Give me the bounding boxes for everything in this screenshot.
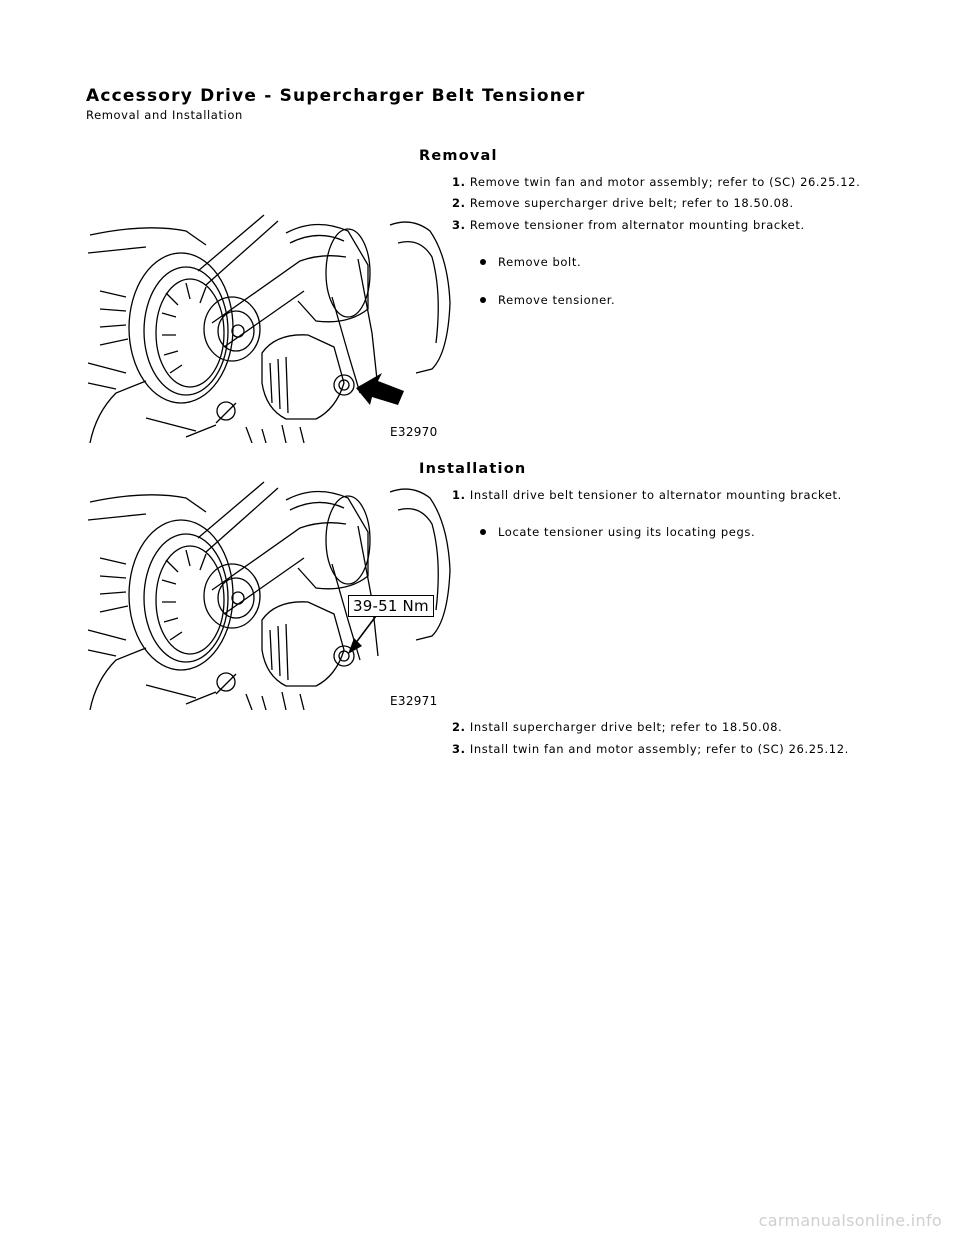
installation-step-1 [452, 488, 842, 502]
bullet-text: Locate tensioner using its locating pegs. [498, 525, 756, 539]
step-text: Install drive belt tensioner to alternator mounting bracket. [469, 488, 842, 502]
removal-figure [86, 213, 452, 443]
bullet-icon [480, 529, 486, 535]
step-number: 2. [452, 196, 466, 210]
installation-step-2 [452, 720, 782, 734]
step-text: Remove supercharger drive belt; refer to 18.50.08. [469, 196, 794, 210]
step-number: 3. [452, 742, 466, 756]
figure-code: E32970 [390, 425, 438, 439]
installation-figure [86, 480, 452, 710]
removal-bullet-1 [480, 255, 581, 269]
step-number: 1. [452, 175, 466, 189]
belt-tensioner-drawing-icon [86, 213, 452, 443]
step-number: 2. [452, 720, 466, 734]
step-text: Remove tensioner from alternator mounting bracket. [469, 218, 805, 232]
page-title: Accessory Drive - Supercharger Belt Tensioner [86, 86, 586, 106]
removal-heading: Removal [419, 148, 498, 164]
step-text: Install supercharger drive belt; refer to 18.50.08. [469, 720, 783, 734]
removal-step-3 [452, 218, 805, 232]
bullet-text: Remove bolt. [498, 255, 582, 269]
step-number: 3. [452, 218, 466, 232]
step-text: Install twin fan and motor assembly; refer to (SC) 26.25.12. [469, 742, 849, 756]
installation-heading: Installation [419, 461, 527, 477]
removal-step-1 [452, 175, 860, 189]
removal-bullet-2 [480, 293, 615, 307]
bullet-text: Remove tensioner. [498, 293, 616, 307]
figure-code: E32971 [390, 694, 438, 708]
installation-step-3 [452, 742, 849, 756]
removal-step-2 [452, 196, 794, 210]
watermark-text: carmanualsonline.info [758, 1211, 942, 1230]
installation-bullet-1 [480, 525, 755, 539]
bullet-icon [480, 259, 486, 265]
step-number: 1. [452, 488, 466, 502]
torque-label: 39-51 Nm [348, 595, 434, 617]
step-text: Remove twin fan and motor assembly; refer to (SC) 26.25.12. [469, 175, 861, 189]
bullet-icon [480, 297, 486, 303]
page-subtitle: Removal and Installation [86, 108, 243, 122]
